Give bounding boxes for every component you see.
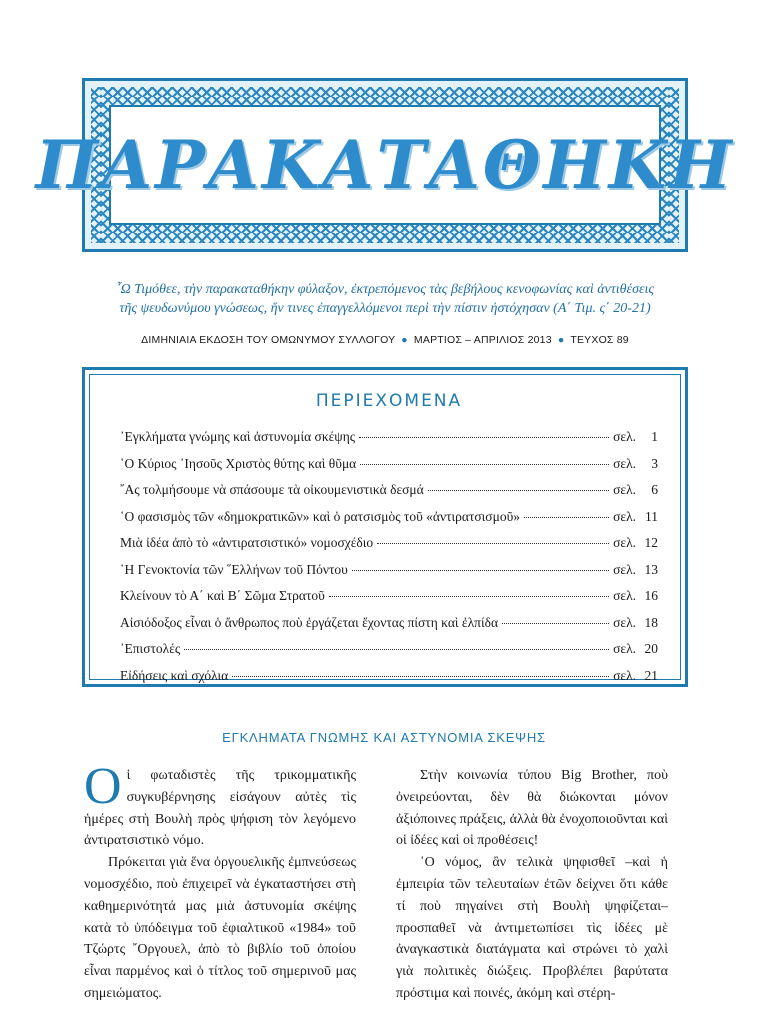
toc-row[interactable] bbox=[120, 509, 658, 536]
toc-row[interactable] bbox=[120, 668, 658, 695]
toc-page-label: σελ. bbox=[613, 667, 636, 683]
epigraph bbox=[70, 280, 700, 318]
toc-page-label: σελ. bbox=[613, 429, 636, 444]
toc-row[interactable] bbox=[120, 535, 658, 562]
toc-entry-title: Αἰσιόδοξος εἶναι ὁ ἄνθρωπος ποὺ ἐργάζεται ἔχοντας πίστη καὶ ἐλπίδα bbox=[120, 614, 499, 630]
publication-label: ΔΙΜΗΝΙΑΙΑ ΕΚΔΟΣΗ ΤΟΥ ΟΜΩΝΥΜΟΥ ΣΥΛΛΟΓΟΥ bbox=[141, 334, 396, 346]
contents-box bbox=[82, 367, 688, 687]
toc-row[interactable] bbox=[120, 429, 658, 456]
toc-entry-title: ῾Η Γενοκτονία τῶν ῞Ελλήνων τοῦ Πόντου bbox=[120, 561, 348, 577]
issue-number: ΤΕΥΧΟΣ 89 bbox=[570, 334, 629, 346]
article-column-right bbox=[396, 765, 668, 1005]
bullet-icon: ● bbox=[401, 334, 408, 346]
toc-row[interactable] bbox=[120, 615, 658, 642]
masthead-ornamental-border bbox=[35, 87, 735, 243]
toc-row[interactable] bbox=[120, 588, 658, 615]
toc-page-number: 3 bbox=[651, 455, 658, 471]
toc-page-label: σελ. bbox=[613, 588, 636, 603]
toc-leader-dots bbox=[184, 649, 609, 650]
toc-leader-dots bbox=[352, 570, 609, 571]
toc-page-number: 13 bbox=[644, 561, 658, 577]
article-column-left bbox=[84, 758, 356, 1005]
toc-entry-title: Μιὰ ἰδέα ἀπὸ τὸ «ἀντιρατσιστικό» νομοσχέδιο bbox=[120, 535, 374, 550]
toc-entry-title: Εἰδήσεις καὶ σχόλια bbox=[120, 667, 229, 683]
article-paragraph: Στὴν κοινωνία τύπου Big Brother, ποὺ ὀνειρεύονται, δὲν θὰ διώκονται μόνον ἀξιόποινες πράξεις, ἀλλὰ θὰ ἐνοχοποιοῦνται καὶ οἱ ἰδέες καὶ οἱ προθέσεις! bbox=[396, 768, 668, 849]
toc-row[interactable] bbox=[120, 456, 658, 483]
toc-page-label: σελ. bbox=[613, 561, 636, 577]
toc-leader-dots bbox=[524, 517, 609, 518]
toc-row[interactable] bbox=[120, 482, 658, 509]
epigraph-line-1: ῏Ω Τιμόθεε, τὴν παρακαταθήκην φύλαξον, ἐκτρεπόμενος τὰς βεβήλους κενοφωνίας καὶ ἀντιθέσεις bbox=[115, 282, 655, 297]
epigraph-line-2: τῆς ψευδωνύμου γνώσεως, ἥν τινες ἐπαγγελλόμενοι περὶ τὴν πίστιν ἠστόχησαν (Α΄ Τιμ. ς΄ 20-21) bbox=[119, 301, 651, 316]
article-title: ΕΓΚΛΗΜΑΤΑ ΓΝΩΜΗΣ ΚΑΙ ΑΣΤΥΝΟΜΙΑ ΣΚΕΨΗΣ bbox=[222, 730, 546, 745]
toc-entry-title: Κλείνουν τὸ Α΄ καὶ Β΄ Σῶμα Στρατοῦ bbox=[120, 588, 325, 603]
toc-entry-title: ῾Ο Κύριος ᾿Ιησοῦς Χριστὸς θύτης καὶ θῦμα bbox=[120, 455, 357, 471]
article-paragraph: Πρόκειται γιὰ ἕνα ὀργουελικῆς ἐμπνεύσεως νομοσχέδιο, ποὺ ἐπιχειρεῖ νὰ ἐγκαταστήσει στὴ καθημερινότητά μας μιὰ ἀστυνομία σκέψης κατὰ τὸ ὑπόδειγμα τοῦ ἐφιαλτικοῦ «1984» τοῦ Τζώρτς ῎Οργουελ, ἀπὸ τὸ βιβλίο τοῦ ὁποίου εἶναι παρμένος καὶ ὁ τίτλος τοῦ σημερινοῦ μας σημειώματος. bbox=[84, 855, 356, 1001]
toc-page-label: σελ. bbox=[613, 455, 636, 471]
masthead-title: ΠΑΡΑΚΑΤΑΘΗΚΗ bbox=[35, 126, 735, 204]
toc-leader-dots bbox=[329, 596, 609, 597]
drop-cap: Ο bbox=[84, 758, 122, 815]
issue-line bbox=[60, 334, 710, 346]
toc-leader-dots bbox=[232, 676, 609, 677]
bullet-icon: ● bbox=[557, 334, 565, 346]
toc-list bbox=[120, 429, 658, 694]
contents-title: ΠΕΡΙΕΧΟΜΕΝΑ bbox=[315, 391, 463, 411]
article-paragraph: ῾Ο νόμος, ἂν τελικὰ ψηφισθεῖ –καὶ ἡ ἐμπειρία τῶν τελευταίων ἐτῶν δείχνει ὅτι κάθε τί ποὺ πηγαίνει στὴ Βουλὴ ψηφίζεται– προσπαθεῖ νὰ ἀντιμετωπίσει τὶς ἰδέες μὲ ἀναγκαστικὰ διατάγματα καὶ στρώνει τὸ χαλὶ γιὰ πολιτικὲς διώξεις. Προβλέπει βαρύτατα πρόστιμα καὶ ποινές, ἀκόμη καὶ στέρη- bbox=[396, 855, 668, 1001]
toc-page-number: 6 bbox=[651, 482, 658, 497]
toc-leader-dots bbox=[359, 437, 609, 438]
toc-page-label: σελ. bbox=[613, 614, 636, 630]
toc-page-number: 11 bbox=[645, 508, 658, 524]
issue-period: ΜΑΡΤΙΟΣ – ΑΠΡΙΛΙΟΣ 2013 bbox=[413, 334, 552, 346]
toc-page-number: 16 bbox=[644, 588, 658, 603]
contents-inner bbox=[89, 374, 681, 683]
toc-leader-dots bbox=[502, 623, 609, 624]
toc-page-label: σελ. bbox=[613, 482, 636, 497]
toc-page-number: 1 bbox=[651, 429, 658, 444]
toc-leader-dots bbox=[360, 464, 609, 465]
article-paragraph bbox=[84, 758, 356, 852]
toc-page-label: σελ. bbox=[613, 535, 636, 550]
toc-row[interactable] bbox=[120, 641, 658, 668]
toc-page-number: 21 bbox=[644, 667, 658, 683]
toc-entry-title: ᾿Εγκλήματα γνώμης καὶ ἀστυνομία σκέψης bbox=[120, 429, 356, 444]
toc-leader-dots bbox=[377, 543, 609, 544]
toc-entry-title: ῾Ο φασισμὸς τῶν «δημοκρατικῶν» καὶ ὁ ρατσισμὸς τοῦ «ἀντιρατσισμοῦ» bbox=[120, 508, 520, 524]
toc-page-number: 12 bbox=[644, 535, 658, 550]
toc-page-label: σελ. bbox=[613, 641, 636, 656]
toc-entry-title: ῎Ας τολμήσουμε νὰ σπάσουμε τὰ οἰκουμενιστικὰ δεσμά bbox=[120, 482, 424, 497]
masthead-title-box bbox=[35, 105, 735, 225]
toc-entry-title: ᾿Επιστολές bbox=[120, 641, 181, 656]
toc-page-label: σελ. bbox=[613, 508, 636, 524]
toc-leader-dots bbox=[428, 490, 609, 491]
masthead bbox=[35, 78, 735, 252]
toc-page-number: 18 bbox=[644, 614, 658, 630]
toc-row[interactable] bbox=[120, 562, 658, 589]
toc-page-number: 20 bbox=[644, 641, 658, 656]
paragraph-text: ἱ φωταδιστὲς τῆς τρικομματικῆς συγκυβέρνησης εἰσάγουν αὐτὲς τὶς ἡμέρες στὴ Βουλὴ πρὸς ψήφιση τὸν λεγόμενο ἀντιρατσιστικὸ νόμο. bbox=[84, 768, 356, 849]
